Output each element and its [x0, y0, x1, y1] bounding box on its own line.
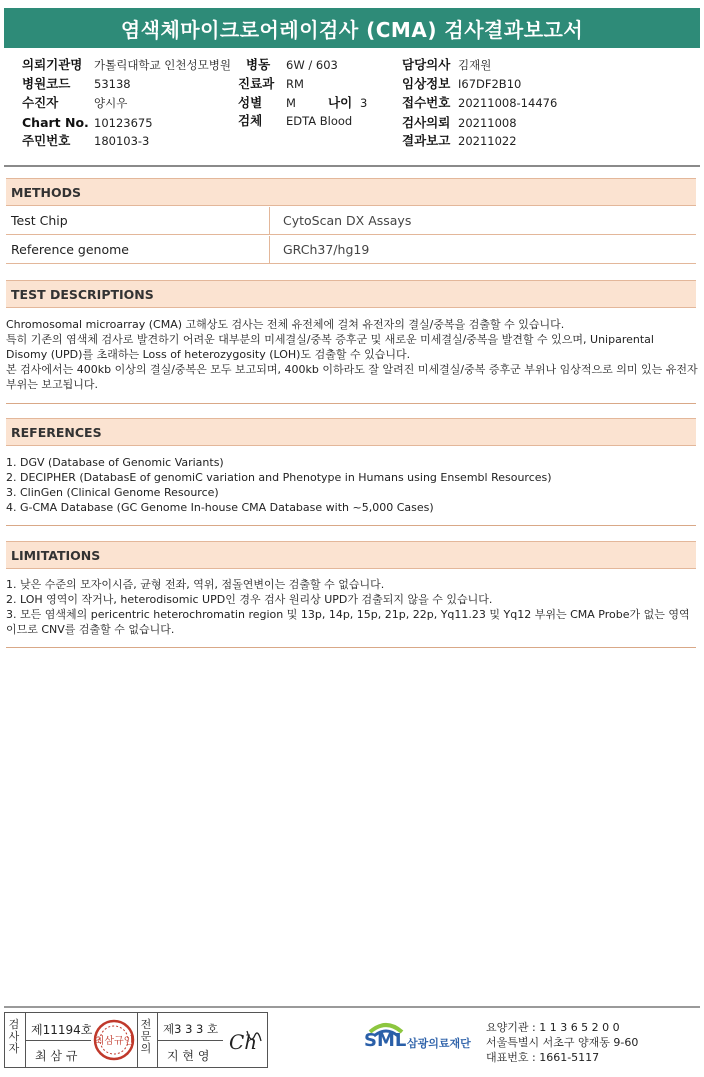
institution-label: 의뢰기관명 [22, 57, 83, 72]
report-label: 결과보고 [402, 133, 451, 148]
limitation-item: 1. 낮은 수준의 모자이시즘, 균형 전좌, 역위, 점돌연변이는 검출할 수 없습니다. [6, 578, 385, 591]
limitations-heading: LIMITATIONS [6, 541, 696, 569]
footer-divider [4, 1006, 700, 1008]
box-divider [137, 1013, 138, 1067]
ward-value: 6W / 603 [286, 58, 338, 72]
section-divider [6, 647, 696, 648]
tester-number: 제11194호 [31, 1023, 93, 1037]
sex-value: M [286, 96, 296, 110]
chart-label: Chart No. [22, 115, 89, 130]
id-label: 주민번호 [22, 133, 71, 148]
tester-label: 검사자 [8, 1018, 20, 1055]
seal-text: 최삼규인 [94, 1036, 134, 1047]
hospital-code-label: 병원코드 [22, 76, 71, 91]
sml-logo-subtitle: 삼광의료재단 [407, 1037, 471, 1050]
request-label: 검사의뢰 [402, 115, 451, 130]
box-divider [157, 1040, 223, 1041]
methods-key: Test Chip [11, 213, 68, 228]
institution-value: 가톨릭대학교 인천성모병원 [94, 58, 231, 72]
seal-icon [93, 1019, 135, 1061]
methods-heading: METHODS [6, 178, 696, 206]
patient-label: 수진자 [22, 95, 59, 110]
methods-divider [269, 207, 270, 235]
methods-value: GRCh37/hg19 [283, 242, 370, 257]
references-heading: REFERENCES [6, 418, 696, 446]
sml-logo-text: SML [364, 1030, 407, 1051]
receipt-label: 접수번호 [402, 95, 451, 110]
limitation-item: 2. LOH 영역이 작거나, heterodisomic UPD인 경우 검사 원리상 UPD가 검출되지 않을 수 있습니다. [6, 593, 493, 606]
methods-key: Reference genome [11, 242, 129, 257]
hospital-code-value: 53138 [94, 77, 131, 91]
specimen-label: 검체 [238, 113, 263, 128]
org-code: 요양기관 : 1 1 3 6 5 2 0 0 [486, 1021, 620, 1034]
institution-info [486, 1020, 638, 1065]
chart-value: 10123675 [94, 116, 153, 130]
dept-value: RM [286, 77, 304, 91]
methods-value: CytoScan DX Assays [283, 213, 412, 228]
patient-value: 양시우 [94, 96, 128, 110]
report-title: 염색체마이크로어레이검사 (CMA) 검사결과보고서 [4, 8, 700, 48]
section-divider [6, 403, 696, 404]
reference-item: 2. DECIPHER (DatabasE of genomiC variation and Phenotype in Humans using Ensembl Resources) [6, 471, 552, 484]
doctor-value: 김재원 [458, 58, 492, 72]
methods-row [6, 207, 696, 235]
doctor-label: 담당의사 [402, 57, 451, 72]
age-label: 나이 [328, 95, 353, 110]
reference-item: 4. G-CMA Database (GC Genome In-house CMA Database with ~5,000 Cases) [6, 501, 434, 514]
signature-box [4, 1012, 268, 1068]
tester-name: 최 삼 규 [35, 1049, 78, 1063]
test-descriptions-heading: TEST DESCRIPTIONS [6, 280, 696, 308]
section-divider [6, 525, 696, 526]
receipt-value: 20211008-14476 [458, 96, 558, 110]
org-phone: 대표번호 : 1661-5117 [486, 1051, 600, 1064]
ward-label: 병동 [246, 57, 271, 72]
description-line: 특히 기존의 염색체 검사로 발견하기 어려운 대부분의 미세결실/중복 증후군 및 새로운 미세결실/중복을 발견할 수 있으며, Uniparental Disomy (UPD)를 초래하는 Loss of heterozygosity (LOH)도 검출할 수 있습니다. [6, 333, 654, 361]
request-value: 20211008 [458, 116, 517, 130]
limitations-text [6, 577, 698, 637]
id-value: 180103-3 [94, 134, 150, 148]
limitation-item: 3. 모든 염색체의 pericentric heterochromatin region 및 13p, 14p, 15p, 21p, 22p, Yq11.23 및 Yq12 부위는 CMA Probe가 없는 영역이므로 CNV를 검출할 수 없습니다. [6, 608, 690, 636]
expert-name: 지 현 영 [167, 1049, 210, 1063]
specimen-value: EDTA Blood [286, 114, 353, 128]
box-divider [25, 1040, 91, 1041]
signature-icon [225, 1023, 265, 1059]
reference-item: 3. ClinGen (Clinical Genome Resource) [6, 486, 219, 499]
references-text [6, 455, 698, 515]
patient-info [0, 52, 704, 162]
description-line: 본 검사에서는 400kb 이상의 결실/중복은 모두 보고되며, 400kb 이하라도 잘 알려진 미세결실/중복 증후군 부위나 임상적으로 의미 있는 유전자 부위는 보고됩니다. [6, 363, 698, 391]
signature-text: Ch [229, 1030, 258, 1054]
age-value: 3 [360, 96, 368, 110]
methods-row [6, 236, 696, 264]
description-line: Chromosomal microarray (CMA) 고해상도 검사는 전체 유전체에 걸쳐 유전자의 결실/중복을 검출할 수 있습니다. [6, 318, 565, 331]
report-value: 20211022 [458, 134, 517, 148]
reference-item: 1. DGV (Database of Genomic Variants) [6, 456, 224, 469]
org-address: 서울특별시 서초구 양재동 9-60 [486, 1036, 639, 1049]
test-descriptions-text [6, 317, 698, 392]
dept-label: 진료과 [238, 76, 275, 91]
info-divider [4, 165, 700, 167]
clinical-label: 임상정보 [402, 76, 451, 91]
sex-label: 성별 [238, 95, 263, 110]
expert-label: 전문의 [140, 1018, 152, 1055]
methods-divider [269, 236, 270, 264]
expert-number: 제3 3 3 호 [163, 1022, 219, 1036]
clinical-value: I67DF2B10 [458, 77, 522, 91]
